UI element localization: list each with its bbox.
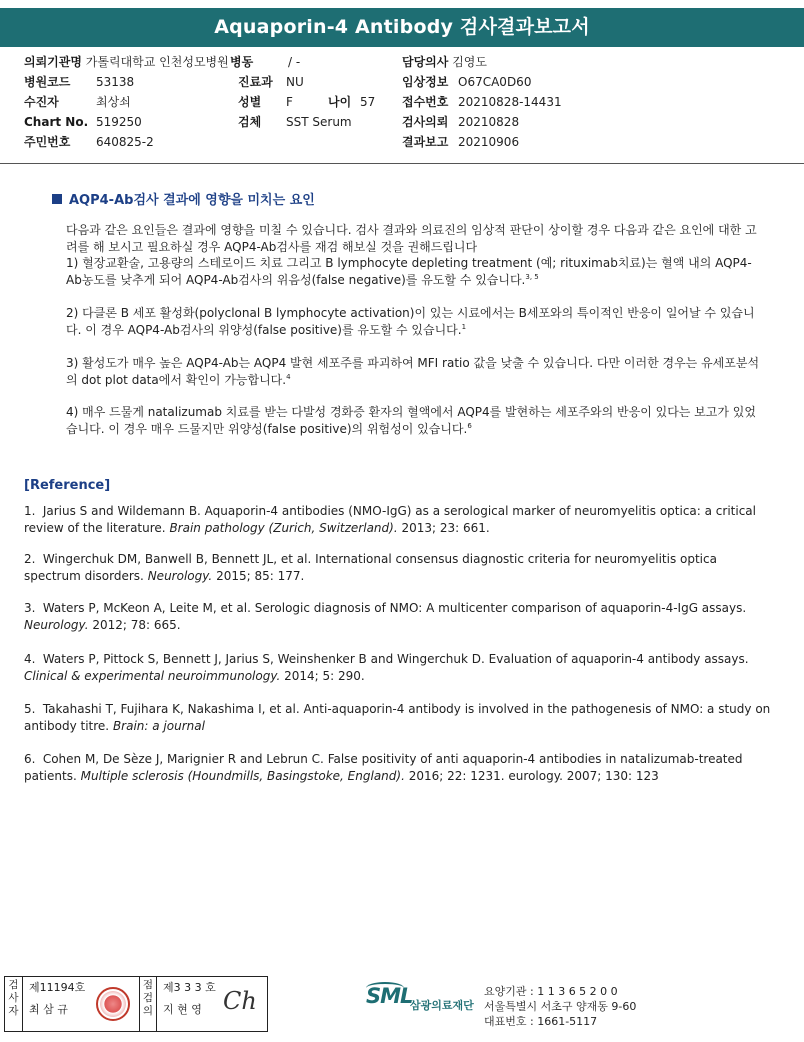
checker-info [159, 977, 221, 1031]
org-name: 삼광의료재단 [410, 999, 474, 1012]
reference-item [24, 551, 774, 585]
factor-citation: 3, 5 [525, 272, 539, 281]
factor-citation: 4 [286, 372, 291, 381]
request-value: 20210828 [458, 115, 520, 129]
logo-text: SML [366, 984, 413, 1008]
factor-item [66, 255, 766, 288]
examiner-seal-icon [96, 987, 130, 1021]
report-footer [0, 968, 804, 1042]
chart-value: 519250 [96, 115, 142, 129]
section-intro: 다음과 같은 요인들은 결과에 영향을 미칠 수 있습니다. 검사 결과와 의료진의 임상적 판단이 상이할 경우 다음과 같은 요인에 대한 고려를 해 보시고 필요하실 경우 AQP4-Ab검사를 재검 해보실 것을 권해드립니다 [66, 223, 757, 254]
checker-name: 지 현 영 [163, 1003, 202, 1016]
reference-text: Cohen M, De Sèze J, Marignier R and Lebrun C. False positivity of anti aquaporin-4 antibodies in natalizumab-treated patients. [24, 752, 743, 783]
receipt-label: 접수번호 [402, 95, 449, 109]
reference-journal: Neurology. [24, 618, 89, 632]
reference-text: Wingerchuk DM, Banwell B, Bennett JL, et al. International consensus diagnostic criteria for neuromyelitis optica spectrum disorders. [24, 552, 717, 583]
signature-box [4, 976, 268, 1032]
section-title: AQP4-Ab검사 결과에 영향을 미치는 요인 [69, 193, 315, 208]
institution-label: 의뢰기관명 [24, 55, 82, 69]
factor-text: 4) 매우 드물게 natalizumab 치료를 받는 다발성 경화증 환자의 혈액에서 AQP4를 발현하는 세포주와의 반응이 있다는 보고가 있었습니다. 이 경우 매우 드물지만 위양성(false positive)의 위험성이 있습니다. [66, 405, 756, 436]
reference-tail: 2013; 23: 661. [401, 521, 490, 535]
specimen-value: SST Serum [286, 115, 352, 129]
logo-arc-icon [366, 982, 404, 994]
factor-text: 1) 혈장교환술, 고용량의 스테로이드 치료 그리고 B lymphocyte depleting treatment (예; rituximab치료)는 혈액 내의 AQP4-Ab농도를 낮추게 되어 AQP4-Ab검사의 위음성(false negative)를 유도할 수 있습니다. [66, 256, 752, 287]
org-contact [484, 984, 636, 1029]
request-label: 검사의뢰 [402, 115, 449, 129]
patient-label: 수진자 [24, 95, 59, 109]
reference-number: 1. [24, 504, 36, 518]
rrn-label: 주민번호 [24, 135, 71, 149]
examiner-name: 최 삼 규 [29, 1003, 68, 1016]
reference-text: Waters P, McKeon A, Leite M, et al. Serologic diagnosis of NMO: A multicenter comparison of aquaporin-4-IgG assays. [42, 601, 747, 615]
factor-text: 3) 활성도가 매우 높은 AQP4-Ab는 AQP4 발현 세포주를 파괴하여 MFI ratio 값을 낮출 수 있습니다. 다만 이러한 경우는 유세포분석의 dot plot data에서 확인이 가능합니다. [66, 356, 760, 387]
reference-item [24, 651, 774, 685]
patient-info [0, 52, 804, 164]
reference-journal: Neurology. [147, 569, 213, 583]
clinical-info-label: 임상정보 [402, 75, 449, 89]
reference-item [24, 600, 774, 634]
age-label: 나이 [328, 95, 352, 109]
reference-journal: Brain: a journal [112, 719, 205, 733]
specimen-label: 검체 [238, 115, 262, 129]
reference-number: 6. [24, 752, 36, 766]
examiner-info [25, 977, 95, 1031]
care-number: 요양기관 : 1 1 3 6 5 2 0 0 [484, 985, 618, 998]
factor-item [66, 305, 766, 338]
report-value: 20210906 [458, 135, 520, 149]
org-phone: 대표번호 : 1661-5117 [484, 1015, 598, 1028]
square-bullet-icon [52, 194, 62, 204]
ward-label: 병동 [230, 55, 254, 69]
factor-item [66, 404, 766, 437]
factor-text: 2) 다클론 B 세포 활성화(polyclonal B lymphocyte activation)이 있는 시료에서는 B세포와의 특이적인 반응이 일어날 수 있습니다. 이 경우 AQP4-Ab검사의 위양성(false positive)를 유도할 수 있습니다. [66, 306, 755, 337]
hospital-code-value: 53138 [96, 75, 135, 89]
reference-number: 5. [24, 702, 36, 716]
institution-value: 가톨릭대학교 인천성모병원 [85, 55, 229, 69]
clinical-info-value: O67CA0D60 [458, 75, 532, 89]
dept-label: 진료과 [238, 75, 273, 89]
reference-journal: Clinical & experimental neuroimmunology. [24, 669, 281, 683]
reference-item [24, 701, 774, 735]
reference-tail: 2014; 5: 290. [284, 669, 365, 683]
checker-label: 점검의 [139, 977, 157, 1031]
org-address: 서울특별시 서초구 양재동 9-60 [484, 1000, 637, 1013]
factor-citation: 6 [467, 421, 472, 430]
doctor-value: 김영도 [452, 55, 487, 69]
reference-journal: Multiple sclerosis (Houndmills, Basingstoke, England). [80, 769, 405, 783]
report-label: 결과보고 [402, 135, 449, 149]
reference-text: Takahashi T, Fujihara K, Nakashima I, et al. Anti-aquaporin-4 antibody is involved in the pathogenesis of NMO: a study on antibody titre. [24, 702, 771, 733]
report-title: Aquaporin-4 Antibody 검사결과보고서 [0, 8, 804, 47]
signature-mark: Ch [223, 987, 257, 1015]
checker-number: 제3 3 3 호 [163, 981, 216, 994]
org-logo [366, 984, 474, 1012]
chart-label: Chart No. [24, 115, 89, 129]
reference-tail: 2015; 85: 177. [216, 569, 305, 583]
divider [0, 163, 804, 164]
patient-value: 최상쇠 [96, 95, 131, 109]
reference-item [24, 503, 774, 537]
dept-value: NU [286, 75, 304, 89]
reference-text: Jarius S and Wildemann B. Aquaporin-4 antibodies (NMO-IgG) as a serological marker of neuromyelitis optica: a critical review of the literature. [24, 504, 756, 535]
age-value: 57 [360, 95, 376, 109]
reference-number: 2. [24, 552, 36, 566]
reference-text: Waters P, Pittock S, Bennett J, Jarius S, Weinshenker B and Wingerchuk D. Evaluation of aquaporin-4 antibody assays. [42, 652, 749, 666]
reference-number: 3. [24, 601, 36, 615]
ward-value: / - [288, 55, 301, 69]
reference-journal: Brain pathology (Zurich, Switzerland). [169, 521, 398, 535]
section-heading [52, 189, 315, 208]
doctor-label: 담당의사 [402, 55, 449, 69]
reference-tail: 2016; 22: 1231. eurology. 2007; 130: 123 [408, 769, 659, 783]
reference-number: 4. [24, 652, 36, 666]
sex-value: F [286, 95, 293, 109]
rrn-value: 640825-2 [96, 135, 154, 149]
hospital-code-label: 병원코드 [24, 75, 71, 89]
factor-item [66, 355, 766, 388]
receipt-value: 20210828-14431 [458, 95, 562, 109]
examiner-number: 제11194호 [29, 981, 86, 994]
reference-tail: 2012; 78: 665. [92, 618, 181, 632]
factor-citation: 1 [461, 322, 467, 331]
sex-label: 성별 [238, 95, 262, 109]
reference-heading: [Reference] [24, 478, 111, 493]
examiner-label: 검사자 [5, 977, 23, 1031]
reference-item [24, 751, 774, 785]
